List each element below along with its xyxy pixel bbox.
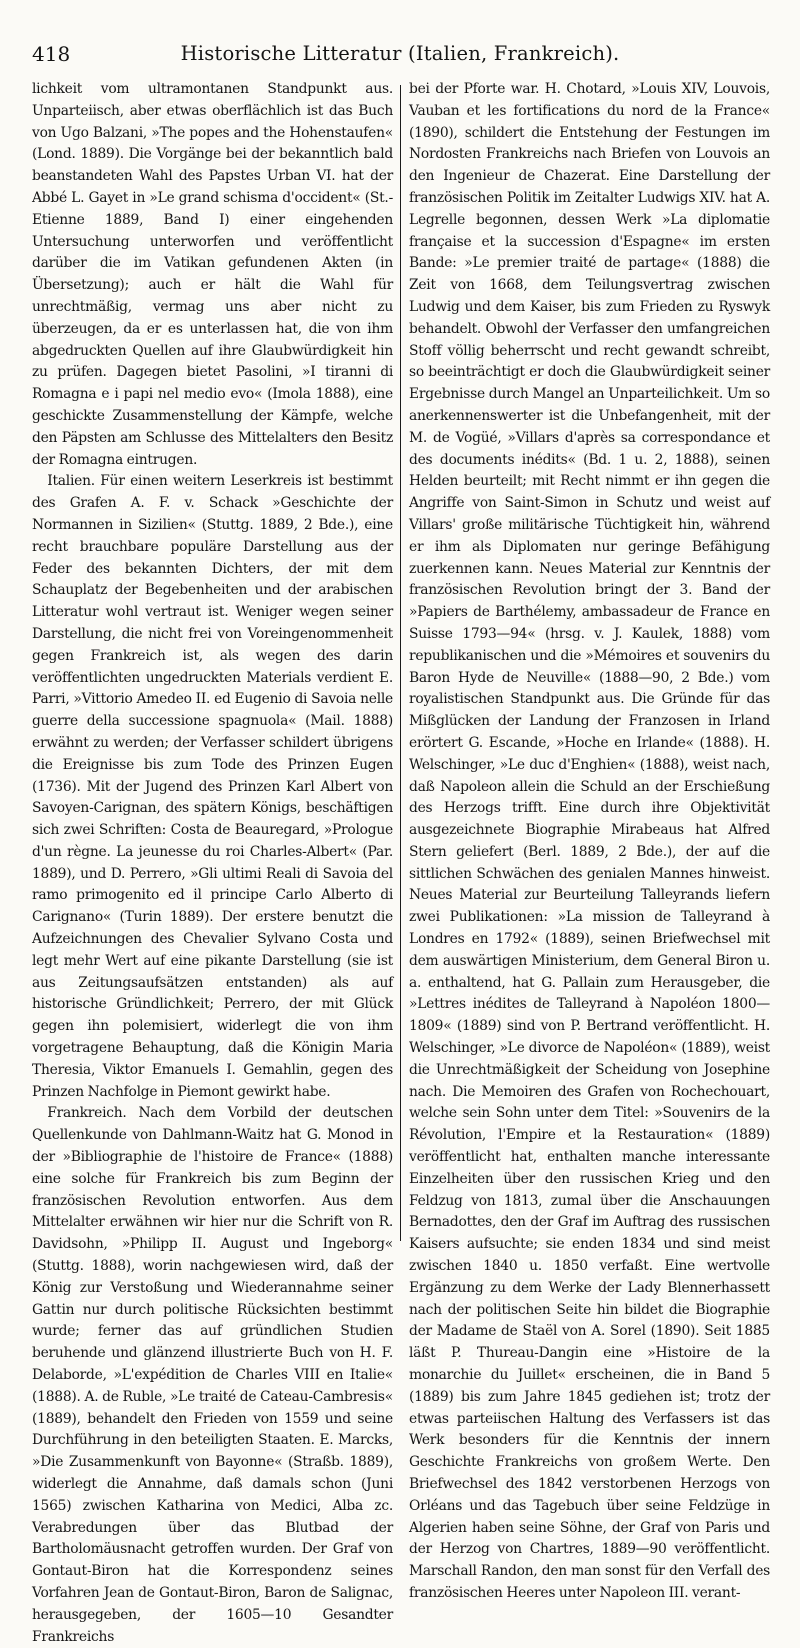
text-columns bbox=[32, 79, 770, 1645]
paragraph-frankreich: Frankreich. Nach dem Vorbild der deutschen Quellenkunde von Dahlmann-Waitz hat G. Monod in der »Bibliographie de l'histoire de France« (1888) eine solche für Frankreich bis zum Beginn der französischen Revolution entworfen. Aus dem Mittelalter erwähnen wir hier nur die Schrift von R. Davidsohn, »Philipp II. August und Ingeborg« (Stuttg. 1888), worin nachgewiesen wird, daß der König zur Verstoßung und Wiederannahme seiner Gattin nur durch politische Rücksichten bestimmt wurde; ferner das auf gründlichen Studien beruhende und glänzend illustrierte Buch von H. F. Delaborde, »L'expédition de Charles VIII en Italie« (1888). A. de Ruble, »Le traité de Cateau-Cambresis« (1889), behandelt den Frieden von 1559 und seine Durchführung in den beteiligten Staaten. E. Marcks, »Die Zusammenkunft von Bayonne« (Straßb. 1889), widerlegt die Annahme, daß damals schon (Juni 1565) zwischen Katharina von Medici, Alba zc. Verabredungen über das Blutbad der Bartholomäusnacht getroffen wurden. Der Graf von Gontaut-Biron hat die Korrespondenz seines Vorfahren Jean de Gontaut-Biron, Baron de Salignac, herausgegeben, der 1605—10 Gesandter Frankreichs bbox=[32, 1105, 393, 1645]
paragraph-frankreich-continued: bei der Pforte war. H. Chotard, »Louis XIV, Louvois, Vauban et les fortifications du nord de la France« (1890), schildert die Entstehung der Festungen im Nordosten Frankreichs nach Briefen von Louvois an den Ingenieur de Chazerat. Eine Darstellung der französischen Politik im Zeitalter Ludwigs XIV. hat A. Legrelle begonnen, dessen Werk »La diplomatie française et la succession d'Espagne« im ersten Bande: »Le premier traité de partage« (1888) die Zeit von 1668, dem Teilungsvertrag zwischen Ludwig und dem Kaiser, bis zum Frieden zu Ryswyk behandelt. Obwohl der Verfasser den umfangreichen Stoff völlig beherrscht und recht gewandt schreibt, so beeinträchtigt er doch die Glaubwürdigkeit seiner Ergebnisse durch Mangel an Unparteilichkeit. Um so anerkennenswerter ist die Unbefangenheit, mit der M. de Vogüé, »Villars d'après sa correspondance et des documents inédits« (Bd. 1 u. 2, 1888), seinen Helden beurteilt; mit Recht nimmt er ihn gegen die Angriffe von Saint-Simon in Schutz und weist auf Villars' große militärische Tüchtigkeit hin, während er ihm als Diplomaten nur geringe Befähigung zuerkennen kann. Neues Material zur Kenntnis der französischen Revolution bringt der 3. Band der »Papiers de Barthélemy, ambassadeur de France en Suisse 1793—94« (hrsg. v. J. Kaulek, 1888) vom republikanischen und die »Mémoires et souvenirs du Baron Hyde de Neuville« (1888—90, 2 Bde.) vom royalistischen Standpunkt aus. Die Gründe für das Mißglücken der Landung der Franzosen in Irland erörtert G. Escande, »Hoche en Irlande« (1888). H. Welschinger, »Le duc d'Enghien« (1888), weist nach, daß Napoleon allein die Schuld an der Erschießung des Herzogs trifft. Eine durch ihre Objektivität ausgezeichnete Biographie Mirabeaus hat Alfred Stern geliefert (Berl. 1889, 2 Bde.), der auf die sittlichen Schwächen des genialen Mannes hinweist. Neues Material zur Beurteilung Talleyrands liefern zwei Publikationen: »La mission de Talleyrand à Londres en 1792« (1889), seinen Briefwechsel mit dem auswärtigen Ministerium, dem General Biron u. a. enthaltend, hat G. Pallain zum Herausgeber, die »Lettres inédites de Talleyrand à Napoléon 1800—1809« (1889) sind von P. Bertrand veröffentlicht. H. Welschinger, »Le divorce de Napoléon« (1889), weist die Unrechtmäßigkeit der Scheidung von Josephine nach. Die Memoiren des Grafen von Rochechouart, welche sein Sohn unter dem Titel: »Souvenirs de la Révolution, l'Empire et la Restauration« (1889) veröffentlicht hat, enthalten manche interessante Einzelheiten über den russischen Krieg und den Feldzug von 1813, zumal über die Anschauungen Bernadottes, den der Graf im Auftrag des russischen Kaisers aufsuchte; sie enden 1834 und sind meist zwischen 1840 u. 1850 verfaßt. Eine wertvolle Ergänzung zu dem Werke der Lady Blennerhassett nach der politischen Seite hin bildet die Biographie der Madame de Staël von A. Sorel (1890). Seit 1885 läßt P. Thureau-Dangin eine »Histoire de la monarchie du Juillet« erscheinen, die in Band 5 (1889) bis zum Jahre 1845 gediehen ist; trotz der etwas parteiischen Haltung des Verfassers ist das Werk besonders für die Kenntnis der innern Geschichte Frankreichs von großem Werte. Den Briefwechsel des 1842 verstorbenen Herzogs von Orléans und das Tagebuch über seine Feldzüge in Algerien haben seine Söhne, der Graf von Paris und der Herzog von Chartres, 1889—90 veröffentlicht. Marschall Randon, den man sonst für den Verfall des französischen Heeres unter Napoleon III. verant- bbox=[409, 81, 770, 1601]
right-column bbox=[401, 79, 770, 1601]
left-column bbox=[32, 79, 400, 1645]
running-head bbox=[32, 38, 768, 74]
page-number: 418 bbox=[32, 42, 71, 66]
running-title: Historische Litteratur (Italien, Frankreich). bbox=[180, 42, 620, 65]
paragraph-italien: Italien. Für einen weitern Leserkreis ist bestimmt des Grafen A. F. v. Schack »Geschichte der Normannen in Sizilien« (Stuttg. 1889, 2 Bde.), eine recht brauchbare populäre Darstellung aus der Feder des bekannten Dichters, der mit dem Schauplatz der Begebenheiten und der arabischen Litteratur wohl vertraut ist. Weniger wegen seiner Darstellung, die nicht frei von Voreingenommenheit gegen Frankreich ist, als wegen des darin veröffentlichten ungedruckten Materials verdient E. Parri, »Vittorio Amedeo II. ed Eugenio di Savoia nelle guerre della successione spagnuola« (Mail. 1888) erwähnt zu werden; der Verfasser schildert übrigens die Ereignisse bis zum Tode des Prinzen Eugen (1736). Mit der Jugend des Prinzen Karl Albert von Savoyen-Carignan, des spätern Königs, beschäftigen sich zwei Schriften: Costa de Beauregard, »Prologue d'un règne. La jeunesse du roi Charles-Albert« (Par. 1889), und D. Perrero, »Gli ultimi Reali di Savoia del ramo primogenito ed il principe Carlo Alberto di Carignano« (Turin 1889). Der erstere benutzt die Aufzeichnungen des Chevalier Sylvano Costa und legt mehr Wert auf eine pikante Darstellung (sie ist aus Zeitungsaufsätzen entstanden) als auf historische Gründlichkeit; Perrero, der mit Glück gegen ihn polemisiert, widerlegt die von ihm vorgetragene Behauptung, daß die Königin Maria Theresia, Viktor Emanuels I. Gemahlin, gegen des Prinzen Nachfolge in Piemont gewirkt habe. bbox=[32, 473, 393, 1100]
paragraph-papal-history: lichkeit vom ultramontanen Standpunkt aus. Unparteiisch, aber etwas oberflächlich ist das Buch von Ugo Balzani, »The popes and the Hohenstaufen« (Lond. 1889). Die Vorgänge bei der bekanntlich bald beanstandeten Wahl des Papstes Urban VI. hat der Abbé L. Gayet in »Le grand schisma d'occident« (St.-Etienne 1889, Band I) einer eingehenden Untersuchung unterworfen und veröffentlicht darüber die im Vatikan gefundenen Akten (in Übersetzung); auch er hält die Wahl für unrechtmäßig, vermag uns aber nicht zu überzeugen, da er es unterlassen hat, die von ihm abgedruckten Quellen auf ihre Glaubwürdigkeit hin zu prüfen. Dagegen bietet Pasolini, »I tiranni di Romagna e i papi nel medio evo« (Imola 1888), eine geschickte Zusammenstellung der Kämpfe, welche den Päpsten am Schlusse des Mittelalters den Besitz der Romagna eintrugen. bbox=[32, 81, 393, 468]
